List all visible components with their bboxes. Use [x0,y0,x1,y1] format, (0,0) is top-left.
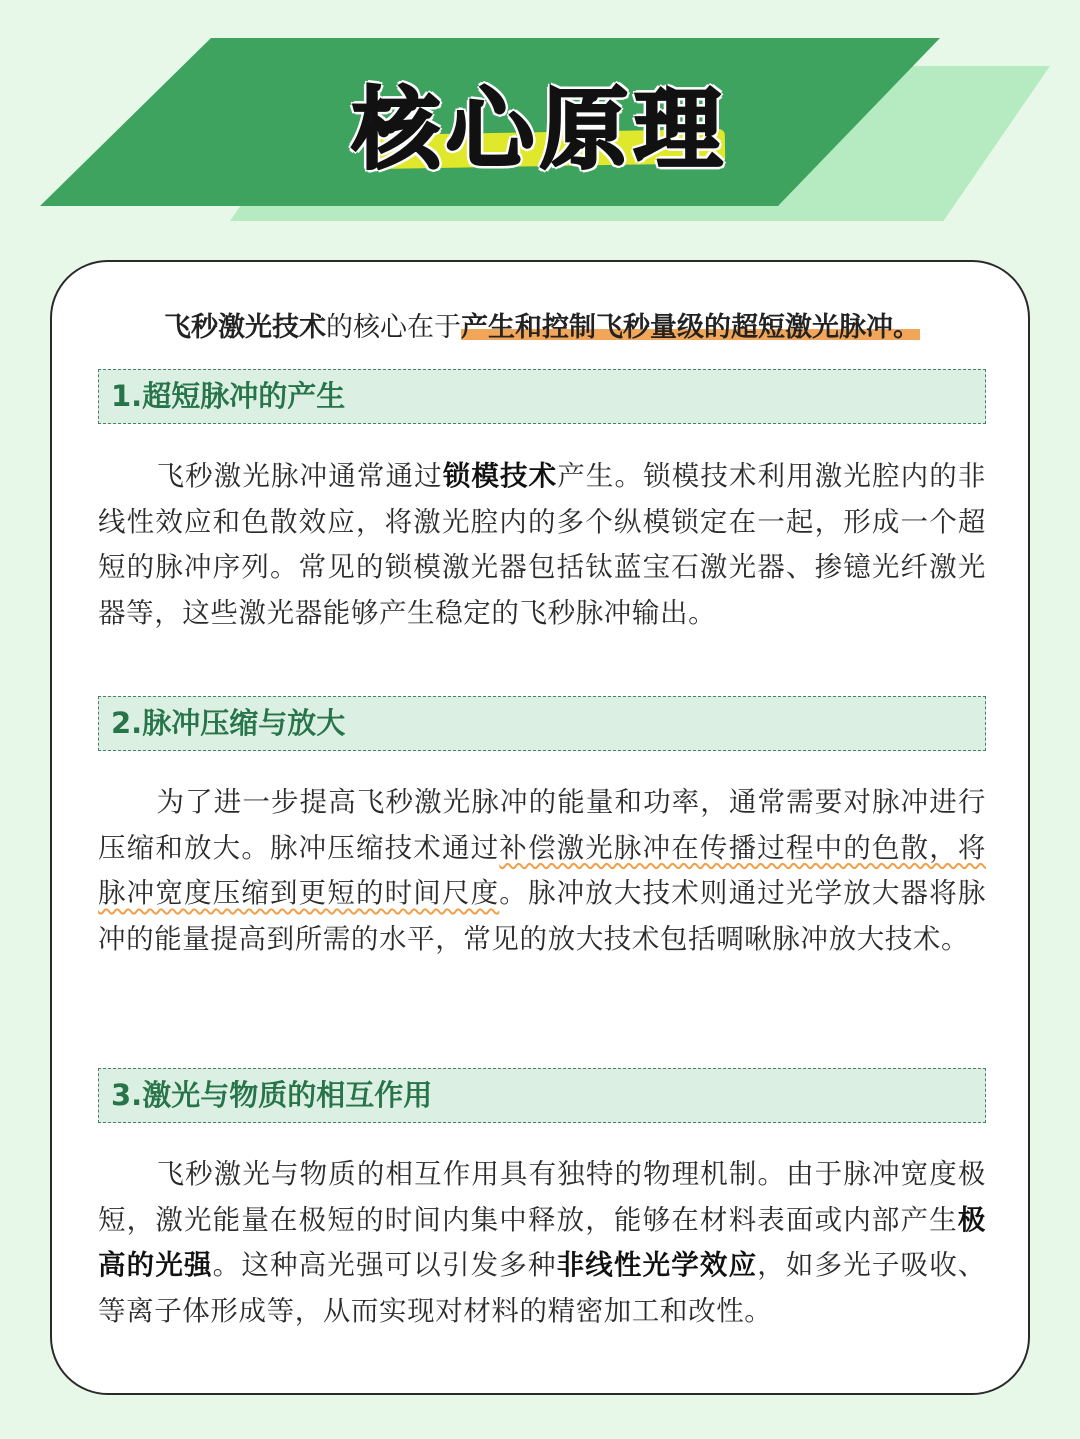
section-title-2: 2.脉冲压缩与放大 [111,706,346,740]
section-title-3: 3.激光与物质的相互作用 [111,1078,433,1112]
intro-middle: 的核心在于 [326,312,461,343]
wavy-underlined-text: 补偿激光脉冲在传播过程中的色散，将脉冲宽度压缩到更短的时间尺度 [98,831,986,909]
intro-text [52,308,1032,348]
keyword-mode-locking: 锁模技术 [442,460,558,492]
section-header-1 [98,369,986,424]
keyword-nonlinear-effects: 非线性光学效应 [556,1249,758,1281]
section-title-1: 1.超短脉冲的产生 [111,379,346,413]
section-paragraph-3: 飞秒激光与物质的相互作用具有独特的物理机制。由于脉冲宽度极短，激光能量在极短的时间内集中释放，能够在材料表面或内部产生极高的光强。这种高光强可以引发多种非线性光学效应，如多光子吸收、等离子体形成等，从而实现对材料的精密加工和改性。 [98,1158,986,1327]
section-paragraph-2: 为了进一步提高飞秒激光脉冲的能量和功率，通常需要对脉冲进行压缩和放大。脉冲压缩技术通过补偿激光脉冲在传播过程中的色散，将脉冲宽度压缩到更短的时间尺度。脉冲放大技术则通过光学放大器将脉冲的能量提高到所需的水平，常见的放大技术包括啁啾脉冲放大技术。 [98,786,986,955]
section-header-2 [98,696,986,751]
section-paragraph-1: 飞秒激光脉冲通常通过锁模技术产生。锁模技术利用激光腔内的非线性效应和色散效应，将激光腔内的多个纵模锁定在一起，形成一个超短的脉冲序列。常见的锁模激光器包括钛蓝宝石激光器、掺镱光纤激光器等，这些激光器能够产生稳定的飞秒脉冲输出。 [98,460,987,629]
intro-highlight: 产生和控制飞秒量级的超短激光脉冲。 [461,312,920,343]
section-header-3 [98,1068,986,1123]
keyword-high-intensity: 极高的光强 [98,1203,986,1281]
page-title: 核心原理 [351,78,728,181]
content-card [50,260,1030,1395]
intro-lead-bold: 飞秒激光技术 [164,312,326,343]
